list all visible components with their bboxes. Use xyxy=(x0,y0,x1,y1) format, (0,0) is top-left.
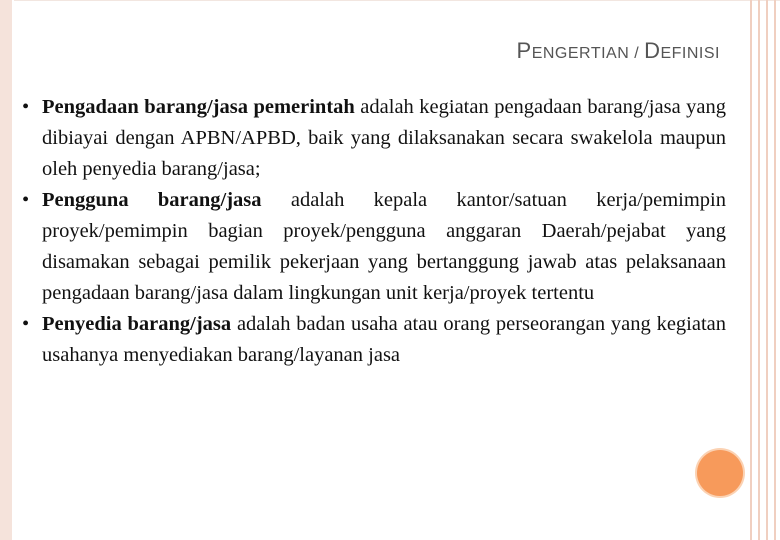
right-stripe-4 xyxy=(774,0,776,540)
right-stripe-3 xyxy=(766,0,768,540)
title-cap-2: D xyxy=(644,38,661,63)
bullet-term: Pengguna barang/jasa xyxy=(42,189,262,211)
accent-circle xyxy=(697,450,743,496)
bullet-text: adalah badan usaha atau orang perseorangan yang kegiatan usahanya menyediakan barang/layanan jasa xyxy=(42,313,727,366)
bullet-dot: • xyxy=(22,189,30,211)
content-body xyxy=(20,92,726,371)
bullet-term: Penyedia barang/jasa xyxy=(42,313,232,335)
bullet-dot: • xyxy=(22,313,30,335)
bullet-term: Pengadaan barang/jasa pemerintah xyxy=(42,96,355,118)
title-cap-1: P xyxy=(516,38,532,63)
right-stripe-1 xyxy=(750,0,752,540)
right-stripe-2 xyxy=(758,0,760,540)
bullet-pengguna xyxy=(20,185,726,309)
title-part-1: ENGERTIAN / xyxy=(531,45,645,62)
top-frame-line xyxy=(14,0,780,1)
left-decorative-bar xyxy=(0,0,12,540)
title-part-2: EFINISI xyxy=(660,45,720,62)
bullet-dot: • xyxy=(22,96,30,118)
bullet-penyedia xyxy=(20,309,726,371)
bullet-pengadaan xyxy=(20,92,726,185)
bullet-text: adalah kepala kantor/satuan kerja/pemimpin proyek/pemimpin bagian proyek/pengguna anggaran Daerah/pejabat yang disamakan sebagai pemilik pekerjaan yang bertanggung jawab atas pelaksanaan pengadaan barang/jasa dalam lingkungan unit kerja/proyek tertentu xyxy=(42,189,727,304)
slide-title xyxy=(517,38,720,64)
bullet-text: adalah kegiatan pengadaan barang/jasa yang dibiayai dengan APBN/APBD, baik yang dilaksanakan secara swakelola maupun oleh penyedia barang/jasa; xyxy=(42,96,727,180)
